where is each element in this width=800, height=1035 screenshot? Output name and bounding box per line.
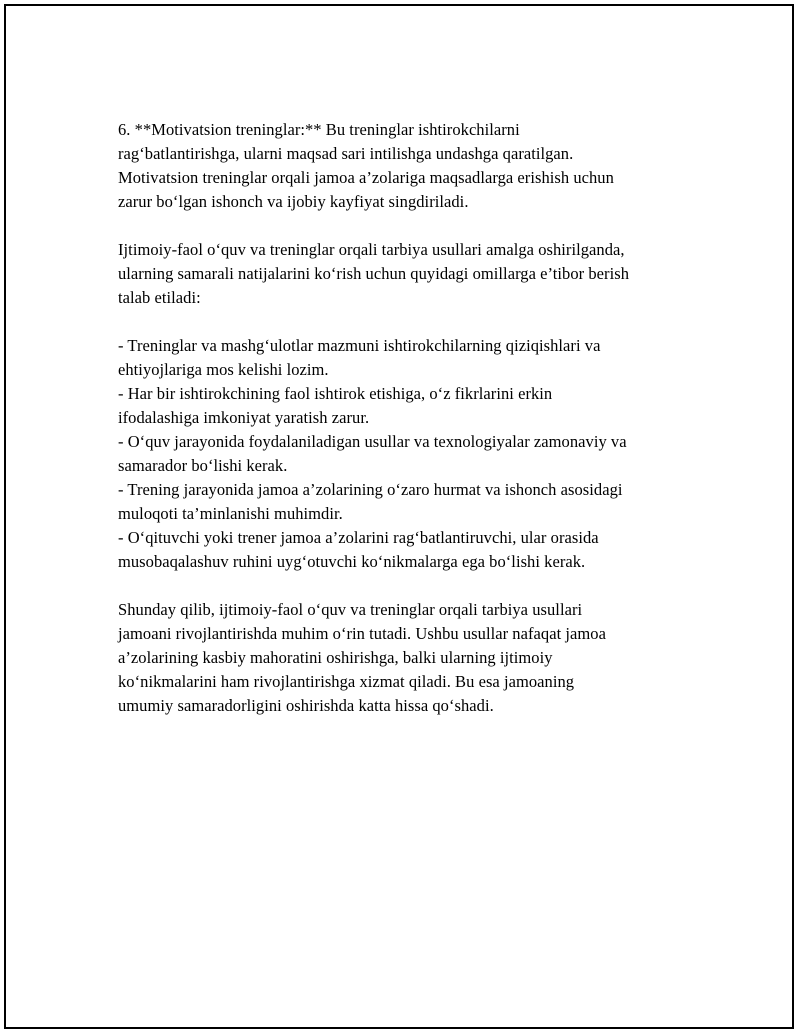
list-item-line: - Treninglar va mashg‘ulotlar mazmuni ishtirokchilarning qiziqishlari va (118, 336, 601, 355)
paragraph-spacer (118, 574, 698, 598)
list-item-line: - Har bir ishtirokchining faol ishtirok etishiga, o‘z fikrlarini erkin (118, 384, 553, 403)
list-item-line: samarador bo‘lishi kerak. (118, 456, 288, 475)
paragraph-line: zarur bo‘lgan ishonch va ijobiy kayfiyat singdiriladi. (118, 192, 469, 211)
motivational-trainings-paragraph (118, 118, 698, 214)
paragraph-line: ko‘nikmalarini ham rivojlantirishga xizmat qiladi. Bu esa jamoaning (118, 672, 575, 691)
factors-list (118, 334, 698, 574)
paragraph-line: talab etiladi: (118, 288, 201, 307)
paragraph-line: Shunday qilib, ijtimoiy-faol o‘quv va treninglar orqali tarbiya usullari (118, 600, 583, 619)
paragraph-line: umumiy samaradorligini oshirishda katta hissa qo‘shadi. (118, 696, 494, 715)
paragraph-spacer (118, 310, 698, 334)
paragraph-line: ularning samarali natijalarini ko‘rish uchun quyidagi omillarga e’tibor berish (118, 264, 629, 283)
document-body (118, 118, 698, 718)
paragraph-line: Motivatsion treninglar orqali jamoa a’zolariga maqsadlarga erishish uchun (118, 168, 614, 187)
list-item-line: muloqoti ta’minlanishi muhimdir. (118, 504, 343, 523)
list-item-line: ifodalashiga imkoniyat yaratish zarur. (118, 408, 370, 427)
paragraph-line: 6. **Motivatsion treninglar:** Bu treninglar ishtirokchilarni (118, 120, 520, 139)
paragraph-line: rag‘batlantirishga, ularni maqsad sari intilishga undashga qaratilgan. (118, 144, 574, 163)
paragraph-spacer (118, 214, 698, 238)
paragraph-line: jamoani rivojlantirishda muhim o‘rin tutadi. Ushbu usullar nafaqat jamoa (118, 624, 606, 643)
paragraph-line: Ijtimoiy-faol o‘quv va treninglar orqali tarbiya usullari amalga oshirilganda, (118, 240, 625, 259)
list-item-line: ehtiyojlariga mos kelishi lozim. (118, 360, 329, 379)
paragraph-line: a’zolarining kasbiy mahoratini oshirishga, balki ularning ijtimoiy (118, 648, 553, 667)
conclusion-paragraph (118, 598, 698, 718)
list-item-line: musobaqalashuv ruhini uyg‘otuvchi ko‘nikmalarga ega bo‘lishi kerak. (118, 552, 586, 571)
list-item-line: - O‘qituvchi yoki trener jamoa a’zolarini rag‘batlantiruvchi, ular orasida (118, 528, 599, 547)
list-item-line: - O‘quv jarayonida foydalaniladigan usullar va texnologiyalar zamonaviy va (118, 432, 627, 451)
list-item-line: - Trening jarayonida jamoa a’zolarining o‘zaro hurmat va ishonch asosidagi (118, 480, 623, 499)
factors-intro-paragraph (118, 238, 698, 310)
